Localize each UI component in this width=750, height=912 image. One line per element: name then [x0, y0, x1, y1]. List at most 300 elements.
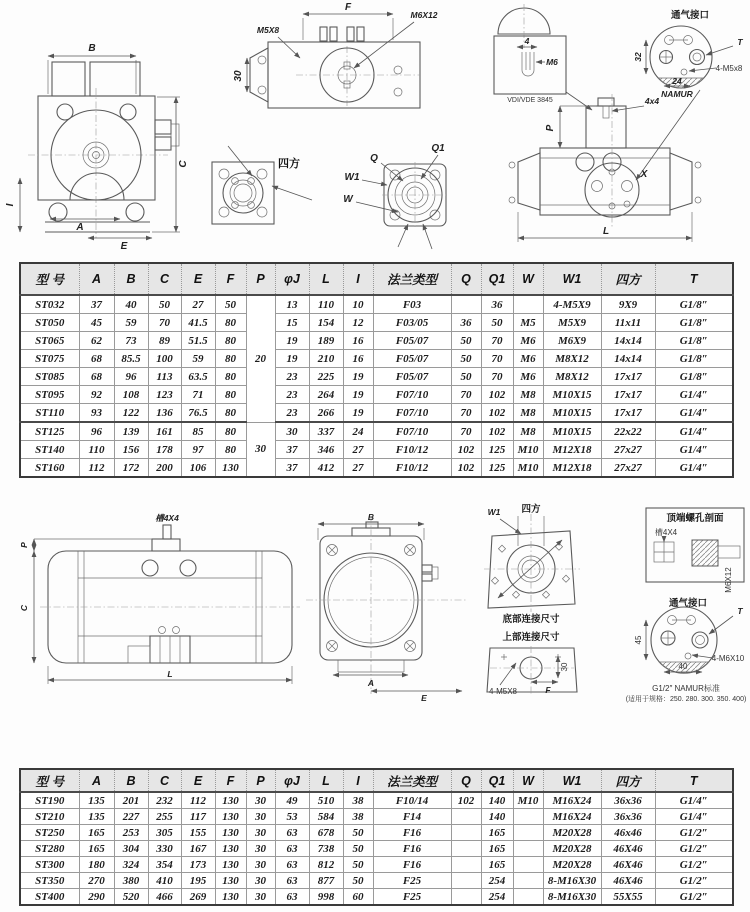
table-cell: M8: [513, 386, 543, 404]
dim-f-label-mid: F: [545, 685, 551, 695]
table-cell: 41.5: [181, 314, 215, 332]
table-cell: 30: [246, 889, 275, 906]
column-header: 法兰类型: [373, 769, 451, 792]
table-cell: 165: [79, 825, 114, 841]
table-cell: 324: [114, 857, 148, 873]
table-cell: G1/8″: [655, 368, 733, 386]
table-cell: 346: [309, 441, 343, 459]
dim-32-label: 32: [633, 52, 643, 62]
dim-b-label: B: [88, 43, 96, 54]
model-cell: ST250: [20, 825, 79, 841]
table-row: [20, 825, 733, 841]
table-cell: M8X12: [543, 368, 601, 386]
table-cell: 102: [451, 792, 481, 809]
column-header: T: [655, 769, 733, 792]
table-cell: 155: [181, 825, 215, 841]
table-cell: 51.5: [181, 332, 215, 350]
4-m6x10-label: 4-M6X10: [711, 654, 745, 663]
table-cell: 80: [215, 386, 246, 404]
table-row: [20, 792, 733, 809]
table-row: [20, 422, 733, 441]
table-cell: 23: [275, 368, 309, 386]
table-cell: 30: [275, 422, 309, 441]
column-header: Q1: [481, 263, 513, 295]
flange-bolt-detail: [343, 143, 448, 249]
column-header: W: [513, 769, 543, 792]
table-cell: 63: [275, 857, 309, 873]
table-cell: 173: [181, 857, 215, 873]
table-cell: M12X18: [543, 459, 601, 478]
w-label: W: [343, 194, 353, 205]
table-cell: 50: [343, 857, 373, 873]
table-cell: 106: [181, 459, 215, 478]
model-cell: ST095: [20, 386, 79, 404]
model-cell: ST190: [20, 792, 79, 809]
table-cell: 80: [215, 314, 246, 332]
column-header: B: [114, 263, 148, 295]
table-cell: G1/2″: [655, 841, 733, 857]
table-cell: 80: [215, 404, 246, 423]
table-cell: 165: [79, 841, 114, 857]
column-header: C: [148, 263, 181, 295]
table-cell: G1/2″: [655, 825, 733, 841]
spec-table-small-models: [19, 262, 734, 478]
table-cell: 17x17: [601, 404, 655, 423]
table-cell: 102: [481, 404, 513, 423]
slot-4x4-label: 槽4X4: [155, 513, 179, 523]
table-cell: [513, 841, 543, 857]
top-connection-detail: [487, 631, 577, 696]
table-cell: 63: [275, 825, 309, 841]
table-cell: 167: [181, 841, 215, 857]
table-cell: 195: [181, 873, 215, 889]
table-cell: M6: [513, 332, 543, 350]
table-cell: [451, 841, 481, 857]
table-cell: M20X28: [543, 825, 601, 841]
column-header: T: [655, 263, 733, 295]
table-cell: 14x14: [601, 350, 655, 368]
actuator-side-view-middle: [19, 513, 300, 684]
dim-c-label-mid: C: [19, 604, 29, 612]
table-cell: 96: [79, 422, 114, 441]
table-cell: 63: [275, 873, 309, 889]
table-cell: 102: [481, 422, 513, 441]
table-cell: 510: [309, 792, 343, 809]
table-cell: [451, 295, 481, 314]
table-cell: 304: [114, 841, 148, 857]
m6x12-label-mid: M6X12: [724, 567, 733, 593]
t-port-label-mid: T: [737, 606, 743, 616]
model-cell: ST085: [20, 368, 79, 386]
table-cell: 19: [343, 386, 373, 404]
dim-40-label: 40: [678, 662, 688, 671]
table-cell: M10: [513, 792, 543, 809]
table-cell: 584: [309, 809, 343, 825]
table-cell: 10: [343, 295, 373, 314]
column-header: P: [246, 263, 275, 295]
table-cell: 70: [451, 386, 481, 404]
model-cell: ST140: [20, 441, 79, 459]
table-cell: G1/4″: [655, 809, 733, 825]
table-cell: 678: [309, 825, 343, 841]
table-cell: M16X24: [543, 792, 601, 809]
table-cell: G1/2″: [655, 889, 733, 906]
table-cell: 68: [79, 368, 114, 386]
dim-p-label-mid: P: [19, 542, 29, 548]
table-cell: 264: [309, 386, 343, 404]
table-cell: 19: [343, 404, 373, 423]
table-cell: 76.5: [181, 404, 215, 423]
table-cell: 70: [481, 368, 513, 386]
table-cell: F25: [373, 889, 451, 906]
table-cell: 19: [275, 332, 309, 350]
dim-a-label-mid: A: [367, 678, 375, 688]
dim-30-label: 30: [233, 70, 244, 82]
table-cell: 8-M16X30: [543, 889, 601, 906]
table-cell: 19: [343, 368, 373, 386]
table-cell: 254: [481, 889, 513, 906]
table-cell: 122: [114, 404, 148, 423]
table-cell: 412: [309, 459, 343, 478]
table-cell: 466: [148, 889, 181, 906]
table-cell: [451, 809, 481, 825]
column-header: 型 号: [20, 263, 79, 295]
table-cell: F16: [373, 857, 451, 873]
table-cell: 125: [481, 441, 513, 459]
table-cell: M10X15: [543, 422, 601, 441]
table-cell: M6: [513, 350, 543, 368]
model-cell: ST350: [20, 873, 79, 889]
table-cell: 112: [181, 792, 215, 809]
table-cell: M8: [513, 404, 543, 423]
dim-e-label: E: [120, 241, 128, 252]
top-thread-hole-section: [646, 508, 744, 593]
table-cell: 269: [181, 889, 215, 906]
table-cell: 80: [215, 368, 246, 386]
table-cell: 27: [343, 459, 373, 478]
table-cell: 102: [451, 459, 481, 478]
vent-port-detail-top: [633, 9, 743, 99]
column-header: F: [215, 769, 246, 792]
table-cell: 49: [275, 792, 309, 809]
top-technical-drawing: [0, 0, 750, 258]
table-cell: 130: [215, 857, 246, 873]
table-cell: G1/8″: [655, 314, 733, 332]
table-cell: 998: [309, 889, 343, 906]
table-cell: 46x46: [601, 825, 655, 841]
table-cell: 812: [309, 857, 343, 873]
table-cell: F03/05: [373, 314, 451, 332]
4-m5x8-label: 4-M5x8: [715, 64, 743, 73]
table-cell: 46X46: [601, 873, 655, 889]
table-cell: 30: [246, 873, 275, 889]
table-row: [20, 857, 733, 873]
table-cell: 165: [481, 841, 513, 857]
table-cell: 85.5: [114, 350, 148, 368]
table-cell: 92: [79, 386, 114, 404]
column-header: P: [246, 769, 275, 792]
top-connection-caption: 上部连接尺寸: [502, 632, 560, 643]
dim-4x4-label: 4x4: [644, 96, 660, 106]
table-cell: [513, 295, 543, 314]
model-cell: ST280: [20, 841, 79, 857]
table-row: [20, 459, 733, 478]
table-cell: 123: [148, 386, 181, 404]
table-cell: [451, 857, 481, 873]
column-header: L: [309, 769, 343, 792]
m6-label: M6: [546, 57, 558, 67]
table-cell: 50: [451, 332, 481, 350]
table-cell: 156: [114, 441, 148, 459]
vent-title: 通气接口: [670, 10, 710, 21]
table-cell: 46X46: [601, 841, 655, 857]
table-cell: 50: [343, 825, 373, 841]
table-cell: 27: [181, 295, 215, 314]
dim-45-label: 45: [634, 635, 643, 645]
dim-24-label: 24: [672, 76, 682, 86]
dim-b-label-mid: B: [367, 512, 375, 522]
table-cell: 161: [148, 422, 181, 441]
table-cell: 73: [114, 332, 148, 350]
table-cell: 36: [451, 314, 481, 332]
table-cell: M6X9: [543, 332, 601, 350]
column-header: 四方: [601, 769, 655, 792]
model-cell: ST400: [20, 889, 79, 906]
dim-i-label: I: [5, 203, 16, 207]
dim-p-label: P: [545, 124, 556, 132]
table-cell: 63: [275, 889, 309, 906]
table-cell: F16: [373, 841, 451, 857]
table-cell: 330: [148, 841, 181, 857]
slot-4x4-label-2: 槽4X4: [654, 528, 678, 537]
table-cell: 125: [481, 459, 513, 478]
table-cell: F05/07: [373, 350, 451, 368]
table-cell: F25: [373, 873, 451, 889]
dim-e-label-mid: E: [421, 693, 427, 703]
table-cell: F10/12: [373, 441, 451, 459]
table-cell: M10X15: [543, 404, 601, 423]
table-header-row: [20, 769, 733, 792]
table-cell: 380: [114, 873, 148, 889]
dim-l-label-mid: L: [167, 669, 173, 679]
table-cell: 172: [114, 459, 148, 478]
table-cell: 17x17: [601, 368, 655, 386]
table-cell: G1/4″: [655, 441, 733, 459]
table-cell: M8X12: [543, 350, 601, 368]
table-cell: F05/07: [373, 332, 451, 350]
table-cell: 46X46: [601, 857, 655, 873]
table-cell: F10/14: [373, 792, 451, 809]
table-cell: 165: [481, 825, 513, 841]
table-cell: [451, 825, 481, 841]
table-row: [20, 332, 733, 350]
model-cell: ST125: [20, 422, 79, 441]
table-cell: 270: [79, 873, 114, 889]
table-cell: M5X9: [543, 314, 601, 332]
model-cell: ST050: [20, 314, 79, 332]
table-cell: 266: [309, 404, 343, 423]
table-cell: 140: [481, 792, 513, 809]
table-cell: 17x17: [601, 386, 655, 404]
table-cell: 154: [309, 314, 343, 332]
bottom-connection-detail: [484, 503, 580, 625]
table-cell: 354: [148, 857, 181, 873]
namur-label: NAMUR: [661, 89, 693, 99]
table-cell: 37: [275, 459, 309, 478]
x-label: X: [640, 169, 648, 180]
table-cell: G1/8″: [655, 332, 733, 350]
table-cell: 40: [114, 295, 148, 314]
model-cell: ST210: [20, 809, 79, 825]
bottom-connection-caption: 底部连接尺寸: [502, 614, 560, 625]
table-cell: 50: [148, 295, 181, 314]
sifang-label: 四方: [278, 158, 300, 170]
column-header: 四方: [601, 263, 655, 295]
column-header: I: [343, 263, 373, 295]
table-cell: [513, 857, 543, 873]
table-cell: M5: [513, 314, 543, 332]
table-cell: F16: [373, 825, 451, 841]
table-cell: 70: [481, 332, 513, 350]
table-cell: 11x11: [601, 314, 655, 332]
model-cell: ST065: [20, 332, 79, 350]
table-row: [20, 873, 733, 889]
table-cell: G1/2″: [655, 857, 733, 873]
table-cell: 117: [181, 809, 215, 825]
table-cell: 14x14: [601, 332, 655, 350]
table-cell: 71: [181, 386, 215, 404]
table-cell: 189: [309, 332, 343, 350]
column-header: 型 号: [20, 769, 79, 792]
table-cell: 27x27: [601, 459, 655, 478]
table-cell: 80: [215, 422, 246, 441]
table-cell: 80: [215, 441, 246, 459]
table-cell: M10: [513, 459, 543, 478]
table-cell: G1/8″: [655, 295, 733, 314]
dim-4-label: 4: [524, 36, 530, 46]
vdi-caption: VDI/VDE 3845: [507, 97, 553, 104]
dim-f-label: F: [344, 2, 352, 13]
table-row: [20, 404, 733, 423]
m6x12-label: M6X12: [410, 10, 438, 20]
table-cell: 27: [343, 441, 373, 459]
table-row: [20, 809, 733, 825]
table-cell: 13: [275, 295, 309, 314]
table-cell: 337: [309, 422, 343, 441]
table-cell: 70: [148, 314, 181, 332]
table-cell: 63: [275, 841, 309, 857]
table-cell: 50: [481, 314, 513, 332]
table-cell: 30: [246, 857, 275, 873]
namur-standard-note: (适用于规格：250. 280. 300. 350. 400): [625, 696, 747, 703]
square-drive-detail: [212, 146, 312, 224]
table-row: [20, 841, 733, 857]
table-cell: 38: [343, 809, 373, 825]
table-cell: G1/8″: [655, 350, 733, 368]
table-cell: 227: [114, 809, 148, 825]
model-cell: ST160: [20, 459, 79, 478]
table-cell: 520: [114, 889, 148, 906]
table-cell: 738: [309, 841, 343, 857]
table-cell: 85: [181, 422, 215, 441]
table-row: [20, 314, 733, 332]
table-cell: 180: [79, 857, 114, 873]
table-cell: 30: [246, 809, 275, 825]
table-cell: 59: [181, 350, 215, 368]
table-cell: 30: [246, 825, 275, 841]
model-cell: ST110: [20, 404, 79, 423]
table-cell: 38: [343, 792, 373, 809]
column-header: Q: [451, 263, 481, 295]
table-cell: 100: [148, 350, 181, 368]
table-cell: 80: [215, 332, 246, 350]
table-cell: 136: [148, 404, 181, 423]
table-cell: 110: [79, 441, 114, 459]
table-cell: M10: [513, 441, 543, 459]
table-cell: G1/2″: [655, 873, 733, 889]
middle-technical-drawing: [0, 488, 750, 738]
table-cell: 36: [481, 295, 513, 314]
actuator-top-side-view: [233, 2, 438, 108]
table-cell: 130: [215, 825, 246, 841]
table-cell: 60: [343, 889, 373, 906]
column-header: I: [343, 769, 373, 792]
table-cell: 96: [114, 368, 148, 386]
q-label: Q: [370, 153, 378, 164]
table-cell: 62: [79, 332, 114, 350]
table-cell: F10/12: [373, 459, 451, 478]
table-cell: 139: [114, 422, 148, 441]
table-cell: 4-M5X9: [543, 295, 601, 314]
table-cell: F14: [373, 809, 451, 825]
vent-port-detail-middle: [626, 597, 747, 703]
table-cell: 410: [148, 873, 181, 889]
table-cell: 23: [275, 404, 309, 423]
table-cell: G1/4″: [655, 792, 733, 809]
table-cell: 55X55: [601, 889, 655, 906]
table-row: [20, 295, 733, 314]
table-cell: [513, 825, 543, 841]
table-cell: 36x36: [601, 792, 655, 809]
sifang-label-mid: 四方: [521, 504, 541, 515]
table-cell: M8: [513, 422, 543, 441]
column-header: Q1: [481, 769, 513, 792]
dim-l-label: L: [602, 226, 610, 237]
column-header: E: [181, 769, 215, 792]
top-hole-box-title: 顶端螺孔剖面: [666, 513, 724, 524]
table-cell: [513, 889, 543, 906]
table-cell: 210: [309, 350, 343, 368]
table-cell: 20: [246, 295, 275, 422]
table-cell: 130: [215, 841, 246, 857]
vent-title-mid: 通气接口: [668, 598, 708, 609]
model-cell: ST032: [20, 295, 79, 314]
table-cell: 130: [215, 459, 246, 478]
table-cell: 135: [79, 809, 114, 825]
column-header: 法兰类型: [373, 263, 451, 295]
table-cell: 255: [148, 809, 181, 825]
table-cell: 110: [309, 295, 343, 314]
table-cell: 225: [309, 368, 343, 386]
table-cell: M20X28: [543, 857, 601, 873]
table-cell: 113: [148, 368, 181, 386]
table-cell: 112: [79, 459, 114, 478]
column-header: C: [148, 769, 181, 792]
dim-30-label-mid: 30: [560, 662, 569, 672]
table-cell: 50: [215, 295, 246, 314]
table-cell: 45: [79, 314, 114, 332]
table-cell: 80: [215, 350, 246, 368]
